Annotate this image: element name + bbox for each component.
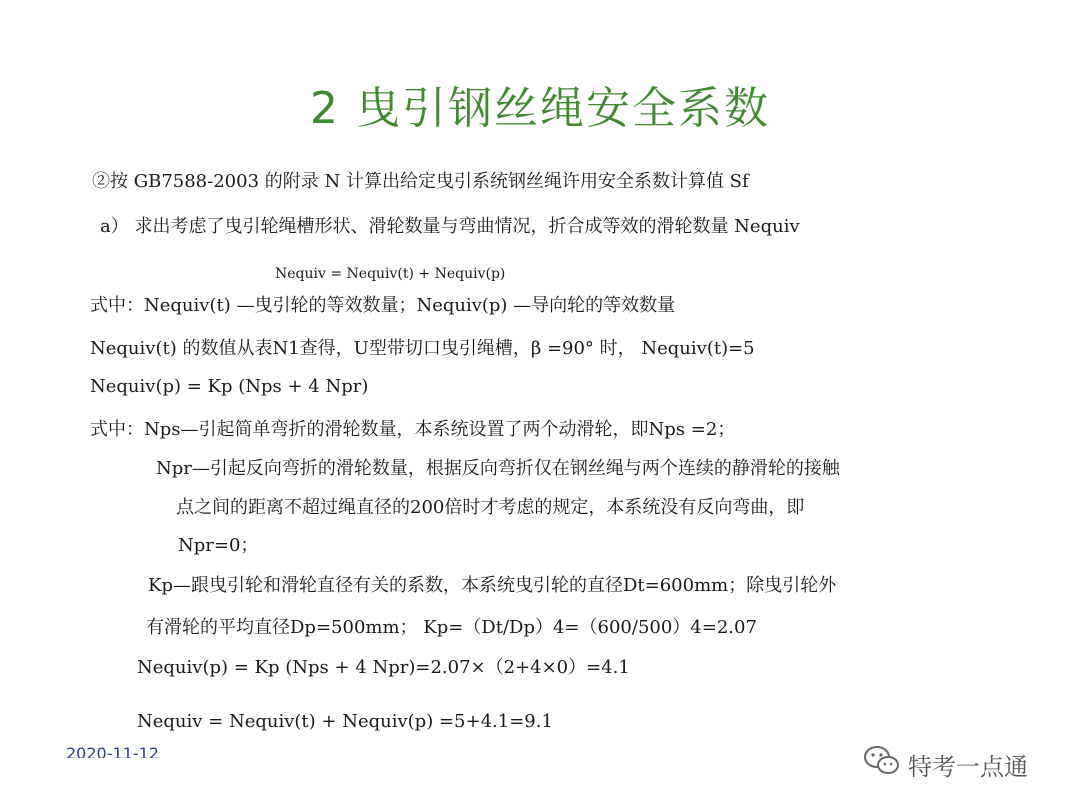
footer-date: 2020-11-12 [66, 744, 159, 758]
text-line-11: Kp—跟曳引轮和滑轮直径有关的系数，本系统曳引轮的直径Dt=600mm；除曳引轮外 [148, 575, 837, 596]
text-line-12: 有滑轮的平均直径Dp=500mm； Kp=（Dt/Dp）4=（600/500）4=2.07 [146, 617, 757, 638]
formula-calc-1: Nequiv(p) = Kp (Nps + 4 Npr)=2.07×（2+4×0）=4.1 [137, 657, 630, 678]
text-line-5: Nequiv(t) 的数值从表N1查得，U型带切口曳引绳槽，β =90° 时， Nequiv(t)=5 [90, 338, 755, 359]
watermark-text: 特考一点通 [908, 752, 1028, 781]
formula-nequiv: Nequiv = Nequiv(t) + Nequiv(p) [275, 266, 506, 282]
text-line-10: Npr=0； [178, 535, 259, 556]
wechat-icon [862, 743, 902, 785]
watermark [862, 746, 1028, 782]
formula-nequiv-p: Nequiv(p) = Kp (Nps + 4 Npr) [90, 376, 369, 397]
text-line-4: 式中：Nequiv(t) —曳引轮的等效数量；Nequiv(p) —导向轮的等效数量 [90, 295, 676, 316]
formula-calc-2: Nequiv = Nequiv(t) + Nequiv(p) =5+4.1=9.1 [137, 711, 553, 732]
text-line-9: 点之间的距离不超过绳直径的200倍时才考虑的规定，本系统没有反向弯曲，即 [176, 497, 805, 518]
slide-title: 2 曳引钢丝绳安全系数 [310, 83, 770, 134]
text-line-2: a） 求出考虑了曳引轮绳槽形状、滑轮数量与弯曲情况，折合成等效的滑轮数量 Nequiv [100, 216, 800, 237]
text-line-1: ②按 GB7588-2003 的附录 N 计算出给定曳引系统钢丝绳许用安全系数计算值 Sf [92, 171, 749, 192]
text-line-7: 式中：Nps—引起简单弯折的滑轮数量，本系统设置了两个动滑轮，即Nps =2； [90, 419, 736, 440]
text-line-8: Npr—引起反向弯折的滑轮数量，根据反向弯折仅在钢丝绳与两个连续的静滑轮的接触 [156, 458, 840, 479]
